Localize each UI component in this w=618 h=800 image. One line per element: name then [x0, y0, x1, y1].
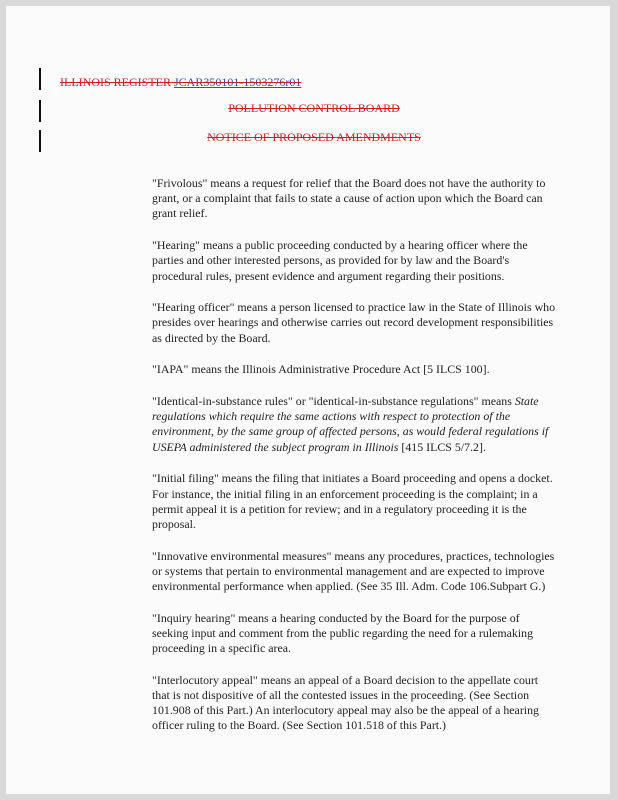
change-bar [39, 68, 41, 90]
definition-paragraph: "Frivolous" means a request for relief that the Board does not have the authority to grant, or a complaint that fails to state a cause of action upon which the Board can grant relief. [152, 176, 546, 221]
register-deleted: ILLINOIS REGISTER [60, 75, 171, 89]
definition-paragraph: "Hearing officer" means a person licensed to practice law in the State of Illinois who presides over hearings and otherwise carries out record development responsibilities as directed by the Board. [152, 300, 556, 345]
document-page [6, 6, 610, 794]
definition-paragraph: "Interlocutory appeal" means an appeal of a Board decision to the appellate court that is not dispositive of all the contested issues in the proceeding. (See Section 101.908 of this Part.) An interlocutory appeal may also be the appeal of a hearing officer ruling to the Board. (See Section 101.518 of this Part.) [152, 672, 539, 733]
definitions-body [152, 176, 556, 750]
notice-title: NOTICE OF PROPOSED AMENDMENTS [207, 130, 421, 144]
register-inserted: JCAR350101-1503276r01 [174, 75, 302, 89]
definition-paragraph: "IAPA" means the Illinois Administrative Procedure Act [5 ILCS 100]. [152, 362, 490, 377]
register-header [60, 75, 301, 90]
board-title: POLLUTION CONTROL BOARD [228, 101, 400, 115]
definition-paragraph: "Initial filing" means the filing that initiates a Board proceeding and opens a docket. For instance, the initial filing in an enforcement proceeding is the complaint; in a permit appeal it is a petition for review; and in a regulatory proceeding it is the proposal. [152, 471, 553, 531]
definition-paragraph: "Innovative environmental measures" means any procedures, practices, technologies or systems that pertain to environmental management and are expected to improve environmental performance when applied. (See 35 Ill. Adm. Code 106.Subpart G.) [152, 548, 555, 594]
definition-lead: "Identical-in-substance rules" or "identical-in-substance regulations" means [152, 394, 515, 409]
definition-paragraph: "Inquiry hearing" means a hearing conducted by the Board for the purpose of seeking input and comment from the public regarding the need for a rulemaking proceeding in a specific area. [152, 610, 534, 656]
definition-paragraph: "Hearing" means a public proceeding conducted by a hearing officer where the parties and other interested persons, as provided for by law and the Board's procedural rules, present evidence and argument regarding their positions. [152, 238, 528, 283]
definition-citation: [415 ILCS 5/7.2]. [398, 439, 486, 454]
definition-statutory-quote: State regulations which require the same actions with respect to protection of the environment, by the same group of affected persons, as would federal regulations if USEPA administered the subject program in Illinois [152, 394, 549, 454]
definition-paragraph [152, 394, 556, 455]
